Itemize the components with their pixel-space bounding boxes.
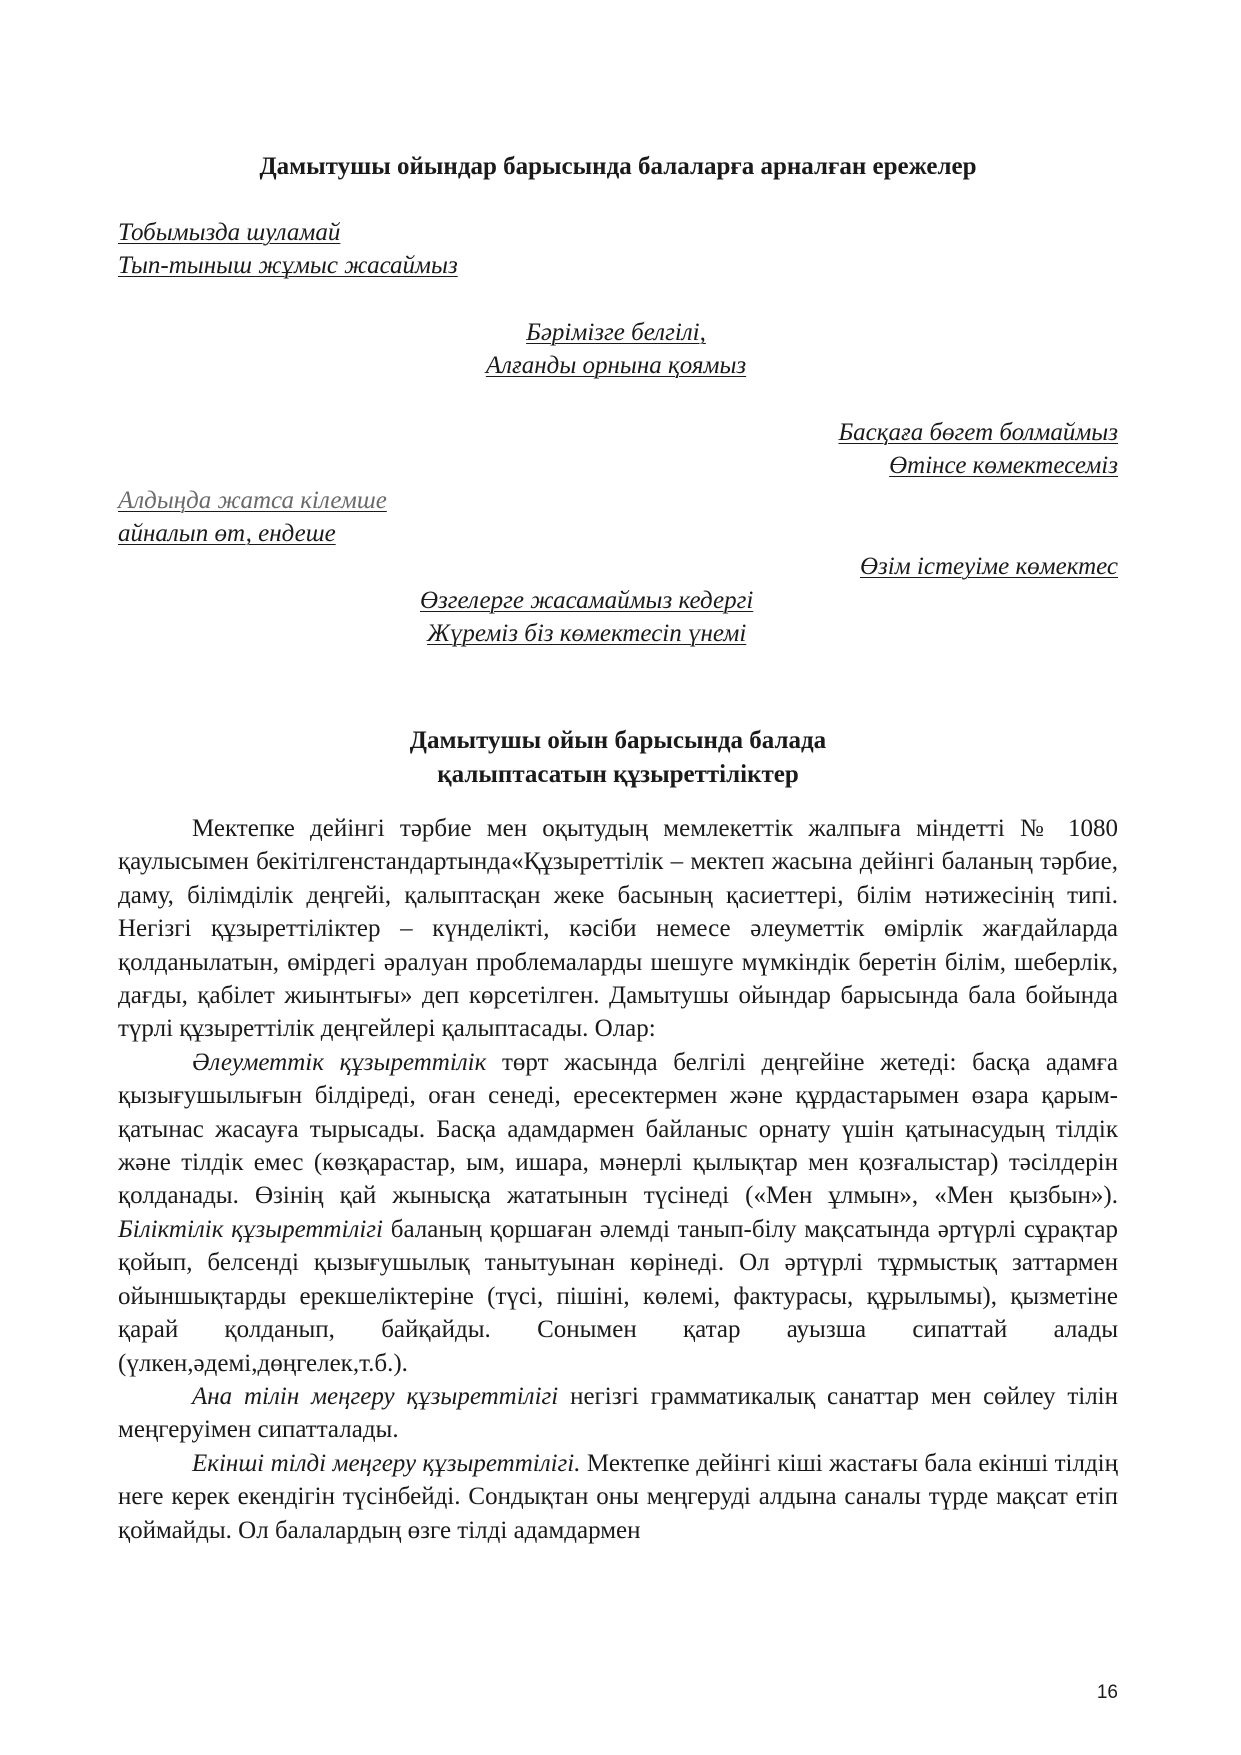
poem-line: Басқаға бөгет болмаймыз xyxy=(838,419,1118,446)
poem-line: Өтінсе көмектесеміз xyxy=(889,452,1118,479)
paragraph-text: Мектепке дейінгі кіші жастағы бала екінші тілдің неге керек екендігін түсінбейді. Сондықтан оны меңгеруді алдына саналы түрде мақсат етіп қоймайды. Ол балалардың өзге тілді адамдармен xyxy=(118,1449,1118,1544)
poem-line: Алғанды орнына қоямыз xyxy=(485,352,747,379)
paragraph-native-language xyxy=(118,1380,1118,1447)
page-number: 16 xyxy=(1096,1682,1118,1703)
poem-line: Өзім істеуіме көмектес xyxy=(859,553,1118,580)
paragraph-second-language xyxy=(118,1447,1118,1547)
poem-stanza-1 xyxy=(118,216,458,282)
rules-heading: Дамытушы ойындар барысында балаларға арналған ережелер xyxy=(259,153,977,180)
poem-line: Жүреміз біз көмектесіп үнемі xyxy=(426,620,747,647)
poem-line: айналып өт, ендеше xyxy=(118,520,336,547)
poem-stanza-3 xyxy=(838,416,1118,482)
emphasis-term: Әлеуметтік құзыреттілік xyxy=(192,1048,487,1076)
poem-stanza-5 xyxy=(860,550,1118,583)
emphasis-term: Ана тілін меңгеру құзыреттілігі xyxy=(192,1382,559,1410)
emphasis-term: Біліктілік құзыреттілігі xyxy=(118,1215,383,1243)
poem-stanza-6 xyxy=(420,584,753,650)
paragraph-social-competence xyxy=(118,1046,1118,1380)
competencies-heading-line-1: Дамытушы ойын барысында балада xyxy=(409,727,827,754)
emphasis-term: Екінші тілді меңгеру құзыреттілігі. xyxy=(192,1449,581,1477)
paragraph-text: негізгі грамматикалық санаттар мен сөйлеу тілін меңгеруімен сипатталады. xyxy=(118,1382,1118,1444)
poem-line: Өзгелерге жасамаймыз кедергі xyxy=(420,587,754,614)
paragraph-text: төрт жасында белгілі деңгейіне жетеді: басқа адамға қызығушылығын білдіреді, оған сенеді, ересектермен және құрдастарымен өзара қарым-қатынас жасауға тырысады. Басқа адамдармен байланыс орнату үшін қатынасудың тілдік және тілдік емес (көзқарастар, ым, ишара, мәнерлі қылықтар мен қозғалыстар) тәсілдерін қолданады. Өзінің қай жынысқа жататынын түсінеді («Мен ұлмын», «Мен қызбын»). xyxy=(118,1048,1118,1210)
poem-line: Тобымызда шуламай xyxy=(118,219,341,246)
body-text xyxy=(118,812,1118,1547)
paragraph-text: баланың қоршаған әлемді танып-білу мақсатында әртүрлі сұрақтар қойып, белсенді қызығушылық танытуынан көрінеді. Ол әртүрлі тұрмыстық заттармен ойыншықтарды ерекшеліктеріне (түсі, пішіні, көлемі, фактурасы, құрылымы), қызметіне қарай қолданып, байқайды. Сонымен қатар ауызша сипаттай алады (үлкен,әдемі,дөңгелек,т.б.). xyxy=(118,1215,1118,1377)
poem-line: Тып-тыныш жұмыс жасаймыз xyxy=(118,252,458,279)
poem-line: Бәрімізге белгілі, xyxy=(526,319,706,346)
competencies-heading xyxy=(118,724,1118,792)
competencies-heading-line-2: қалыптасатын құзыреттіліктер xyxy=(437,761,799,788)
paragraph-intro: Мектепке дейінгі тәрбие мен оқытудың мемлекеттік жалпыға міндетті № 1080 қаулысымен бекітілгенстандартында«Құзыреттілік – мектеп жасына дейінгі баланың тәрбие, даму, білімділік деңгейі, қалыптасқан жеке басының қасиеттері, білім нәтижесінің типі. Негізгі құзыреттіліктер – күнделікті, кәсіби немесе әлеуметтік өмірлік жағдайларда қолданылатын, өмірдегі әралуан проблемаларды шешуге мүмкіндік беретін білім, шеберлік, дағды, қабілет жиынтығы» деп көрсетілген. Дамытушы ойындар барысында бала бойында түрлі құзыреттілік деңгейлері қалыптасады. Олар: xyxy=(118,815,1118,1043)
poem-stanza-4 xyxy=(118,484,387,550)
poem-stanza-2 xyxy=(466,316,766,382)
poem-line: Алдыңда жатса кілемше xyxy=(118,487,387,514)
